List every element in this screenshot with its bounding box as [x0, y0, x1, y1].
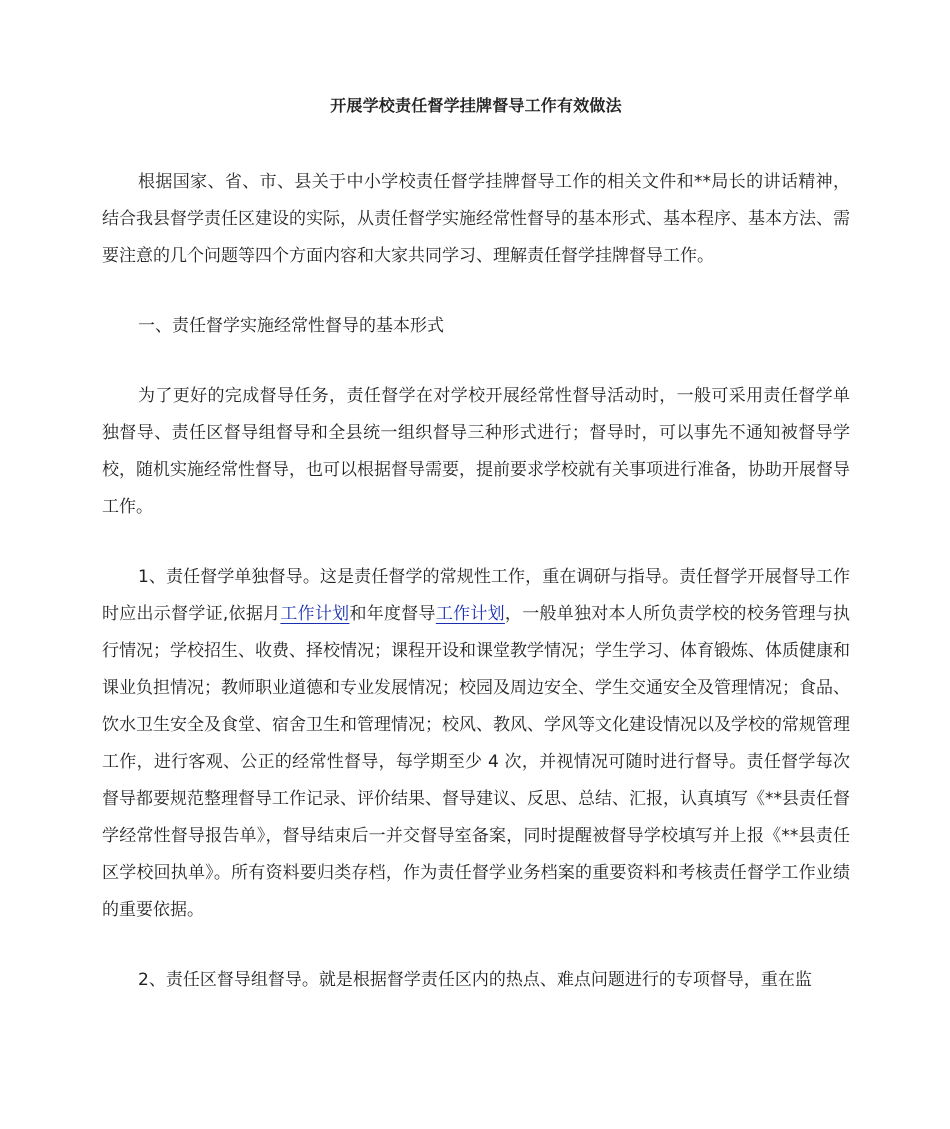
work-plan-link[interactable]: 工作计划	[435, 604, 505, 624]
forms-paragraph: 为了更好的完成督导任务，责任督学在对学校开展经常性督导活动时，一般可采用责任督学单独督导、责任区督导组督导和全县统一组织督导三种形式进行；督导时，可以事先不通知被督导学校，随机实施经常性督导，也可以根据督导需要，提前要求学校就有关事项进行准备，协助开展督导工作。	[102, 386, 850, 517]
paragraph-text: ，一般单独对本人所负责学校的校务管理与执行情况；学校招生、收费、择校情况；课程开设和课堂教学情况；学生学习、体育锻炼、体质健康和课业负担情况；教师职业道德和专业发展情况；校园及周边安全、学生交通安全及管理情况；食品、饮水卫生安全及食堂、宿舍卫生和管理情况；校风、教风、学风等文化建设情况以及学校的常规管理工作，进行客观、公正的经常性督导，每学期至少 4 次，并视情况可随时进行督导。责任督学每次督导都要规范整理督导工作记录、评价结果、督导建议、反思、总结、汇报，认真填写《**县责任督学经常性督导报告单》，督导结束后一并交督导室备案，同时提醒被督导学校填写并上报《**县责任区学校回执单》。所有资料要归类存档，作为责任督学业务档案的重要资料和考核责任督学工作业绩的重要依据。	[102, 604, 851, 920]
group-supervision-paragraph: 2、责任区督导组督导。就是根据督学责任区内的热点、难点问题进行的专项督导，重在监	[138, 970, 812, 990]
section-heading-1: 一、责任督学实施经常性督导的基本形式	[138, 316, 444, 336]
paragraph-text: 和年度督导	[349, 604, 436, 624]
document-page	[102, 92, 850, 1032]
individual-supervision-paragraph	[102, 559, 850, 929]
work-plan-link[interactable]: 工作计划	[280, 604, 350, 624]
document-title: 开展学校责任督学挂牌督导工作有效做法	[330, 96, 622, 115]
paragraph-text: 1、责任督学单独督导。这是责任督学的常规性工作，重在调研与指导。责任督学开展督导工作时应出示督学证,依据月	[102, 567, 850, 624]
intro-paragraph: 根据国家、省、市、县关于中小学校责任督学挂牌督导工作的相关文件和**局长的讲话精神，结合我县督学责任区建设的实际，从责任督学实施经常性督导的基本形式、基本程序、基本方法、需要注意的几个问题等四个方面内容和大家共同学习、理解责任督学挂牌督导工作。	[102, 172, 850, 266]
